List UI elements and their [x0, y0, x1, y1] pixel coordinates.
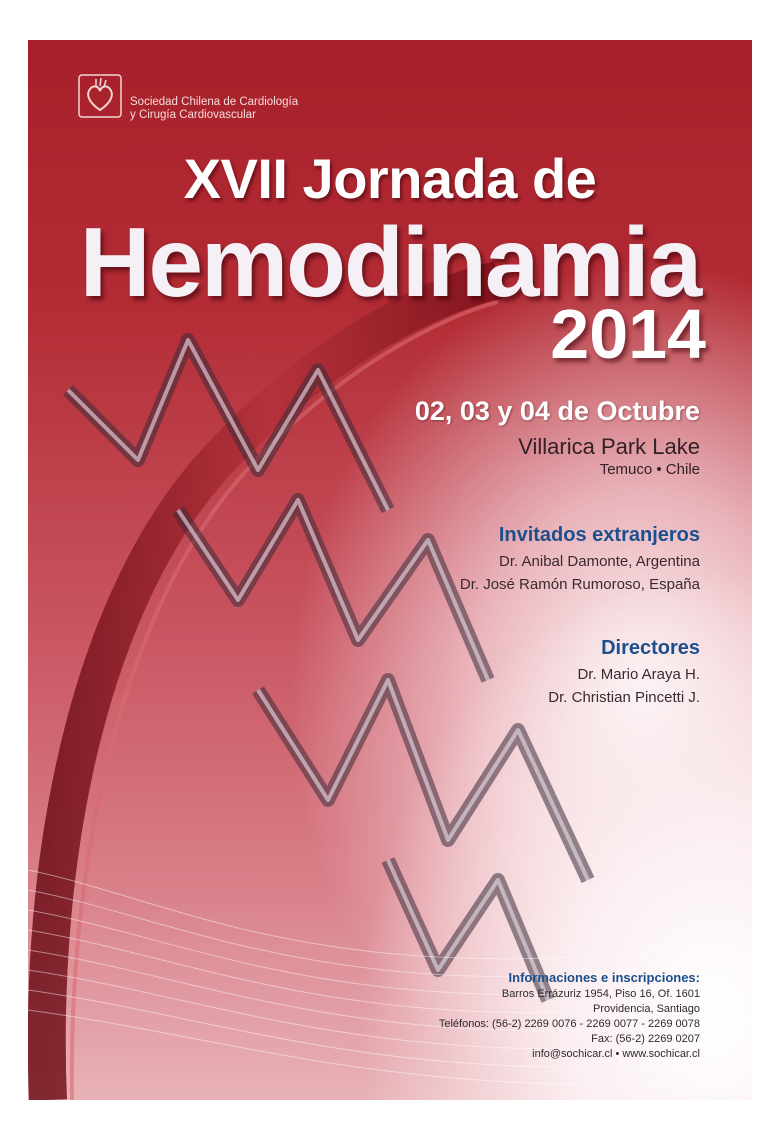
contact-fax: Fax: (56-2) 2269 0207	[591, 1033, 700, 1045]
contact-address: Barros Errázuriz 1954, Piso 16, Of. 1601	[501, 988, 700, 1000]
heart-logo-icon	[78, 74, 122, 118]
contact-heading: Informaciones e inscripciones:	[508, 970, 700, 985]
director-name: Dr. Mario Araya H.	[577, 666, 700, 683]
contact-email-web: info@sochicar.cl • www.sochicar.cl	[532, 1048, 700, 1060]
society-line-1: Sociedad Chilena de Cardiología	[130, 96, 299, 108]
guest-name: Dr. José Ramón Rumoroso, España	[459, 576, 700, 593]
directors-section	[548, 637, 700, 706]
event-year: 2014	[550, 295, 706, 373]
event-city: Temuco • Chile	[599, 461, 700, 478]
contact-district: Providencia, Santiago	[592, 1003, 700, 1015]
guests-section	[460, 524, 700, 593]
event-dates: 02, 03 y 04 de Octubre	[414, 396, 700, 426]
poster	[28, 40, 752, 1100]
contact-section	[439, 970, 700, 1060]
contact-phones: Teléfonos: (56-2) 2269 0076 - 2269 0077 - 2269 0078	[438, 1018, 700, 1030]
guests-heading: Invitados extranjeros	[498, 524, 700, 546]
directors-heading: Directores	[601, 637, 700, 659]
society-line-2: y Cirugía Cardiovascular	[130, 109, 256, 121]
guest-name: Dr. Anibal Damonte, Argentina	[499, 553, 700, 570]
event-title-line-1: XVII Jornada de	[183, 147, 597, 210]
director-name: Dr. Christian Pincetti J.	[548, 689, 700, 706]
event-title-line-2: Hemodinamia	[79, 207, 701, 317]
society-name	[130, 96, 298, 122]
event-venue: Villarica Park Lake	[518, 434, 700, 459]
